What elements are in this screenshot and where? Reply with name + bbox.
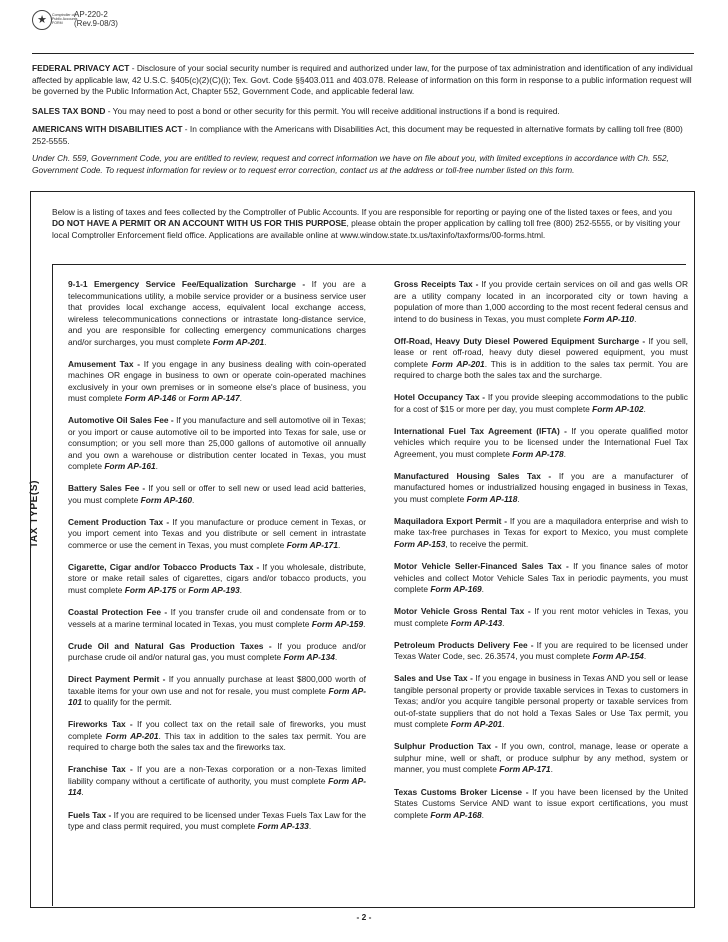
tax-entry: Manufactured Housing Sales Tax - If you are a manufacturer of manufactured homes or industrialized housing engaged in business in Texas, you must complete Form AP-118. <box>394 470 688 504</box>
form-revision: (Rev.9-08/3) <box>74 19 118 28</box>
tax-entry: Franchise Tax - If you are a non-Texas corporation or a non-Texas limited liability company without a certificate of authority, you must complete Form AP-114. <box>68 764 366 798</box>
tax-entry: Sulphur Production Tax - If you own, control, manage, lease or operate a sulphur mine, well or shaft, or produce sulphur by any method, system or manner, you must complete Form AP-171. <box>394 741 688 775</box>
tax-entry: Automotive Oil Sales Fee - If you manufacture and sell automotive oil in Texas; or you import or cause automotive oil to be imported into Texas for sale, use or consumption; or you sell more than 25,000 gallons of automotive oil annually and you own a warehouse or distribution center located in Texas, you must complete Form AP-161. <box>68 415 366 472</box>
agency-name: Comptroller of Public Accounts FORM <box>52 13 78 26</box>
side-label-divider <box>52 264 53 906</box>
tax-entry: Cigarette, Cigar and/or Tobacco Products Tax - If you wholesale, distribute, store or make retail sales of cigarettes, cigars and/or tobacco products, you must complete Form AP-175 or Form AP-193. <box>68 561 366 595</box>
tax-entry: Off-Road, Heavy Duty Diesel Powered Equipment Surcharge - If you sell, lease or rent off-road, heavy duty diesel powered equipment, you must complete Form AP-201. This is in addition to the sales tax permit. You are required to charge both the sales tax and the surcharge. <box>394 335 689 381</box>
privacy-act-notice: FEDERAL PRIVACY ACT - Disclosure of your social security number is required and authorized under law, for the purpose of tax administration and identification of any individual affected by applicable law, 42 U.S.C. §405(c)(2)(C)(i); Tex. Govt. Code §§403.011 and 403.078. Release of information on this form in response to a public information request will be governed by the Public Information Act, Chapter 552, Government Code, and applicable federal law. <box>32 63 693 97</box>
tax-entry: Direct Payment Permit - If you annually purchase at least $800,000 worth of taxable items for your own use and not for resale, you must complete Form AP-101 to qualify for the permit. <box>68 674 366 708</box>
header-rule <box>32 53 694 54</box>
form-header <box>32 10 152 42</box>
tax-entry: Fuels Tax - If you are required to be licensed under Texas Fuels Tax Law for the type and class permit required, you must complete Form AP-133. <box>68 809 366 832</box>
tax-entry: Petroleum Products Delivery Fee - If you are required to be licensed under Texas Water Code, sec. 26.3574, you must complete Form AP-154. <box>394 639 688 662</box>
tax-entry: 9-1-1 Emergency Service Fee/Equalization Surcharge - If you are a telecommunications utility, a mobile service provider or a business service user that provides local exchange access, equivalent local exchange access, wireless telecommunications connections or intrastate long-distance service, and you are responsible for collecting emergency communications charges and/or surcharges, you must complete Form AP-201. <box>68 279 367 347</box>
tax-entry: Sales and Use Tax - If you engage in business in Texas AND you sell or lease tangible personal property or provide taxable services in Texas to customers in Texas; and/or you acquire tangible personal property or taxable services from out-of-state suppliers that do not hold a Texas Sales or Use Tax permit, you must complete Form AP-201. <box>394 673 688 730</box>
tax-entry: Fireworks Tax - If you collect tax on the retail sale of fireworks, you must complete Form AP-201. This tax in addition to the sales tax permit. You are required to charge both the sales tax and the fireworks tax. <box>68 719 366 753</box>
form-number: AP-220-2 (Rev.9-08/3) <box>74 10 118 28</box>
sales-tax-bond-notice: SALES TAX BOND - You may need to post a bond or other security for this permit. You will receive additional instructions if a bond is required. <box>32 106 560 116</box>
tax-entry: Motor Vehicle Seller-Financed Sales Tax - If you finance sales of motor vehicles and collect Motor Vehicle Sales Tax in periodic payments, you must complete Form AP-169. <box>394 561 688 595</box>
tax-entry: Maquiladora Export Permit - If you are a maquiladora enterprise and wish to make tax-free purchases in Texas for export to Mexico, you must complete Form AP-153, to receive the permit. <box>394 515 689 549</box>
tax-entry: Texas Customs Broker License - If you have been licensed by the United States Customs Service AND want to issue export certifications, you must complete Form AP-168. <box>394 786 688 820</box>
intro-divider <box>52 264 686 265</box>
ch559-notice: Under Ch. 559, Government Code, you are entitled to review, request and correct information we have on file about you, with limited exceptions in accordance with Ch. 552, Government Code. To request information for review or to request error correction, contact us at the address or toll-free number listed on this form. <box>32 153 669 175</box>
tax-listing-intro: Below is a listing of taxes and fees collected by the Comptroller of Public Accounts. If you are responsible for reporting or paying one of the listed taxes or fees, and you DO NOT HAVE A PERMIT OR AN ACCOUNT WITH US FOR THIS PURPOSE, please obtain the proper application by calling toll free (800) 252-5555, or by visiting your local Comptroller Enforcement field office. Applications are available online at www.window.state.tx.us/taxinfo/taxforms/00-forms.html. <box>52 207 681 240</box>
tax-entry: Motor Vehicle Gross Rental Tax - If you rent motor vehicles in Texas, you must complete Form AP-143. <box>394 606 688 628</box>
tax-entry: Battery Sales Fee - If you sell or offer to sell new or used lead acid batteries, you must complete Form AP-160. <box>68 483 366 505</box>
ada-notice: AMERICANS WITH DISABILITIES ACT - In compliance with the Americans with Disabilities Act, this document may be requested in alternative formats by calling toll free (800) 252-5555. <box>32 124 683 146</box>
left-tax-column <box>68 279 366 843</box>
tax-entry: Cement Production Tax - If you manufacture or produce cement in Texas, or you import cement into Texas and you distribute or sell cement in intrastate commerce or use the cement in Texas, you must complete Form AP-171. <box>68 516 366 550</box>
tax-entry: Coastal Protection Fee - If you transfer crude oil and condensate from or to vessels at a marine terminal located in Texas, you must complete Form AP-159. <box>68 607 366 629</box>
page-number: - 2 - <box>356 912 372 922</box>
tax-entry: International Fuel Tax Agreement (IFTA) - If you operate qualified motor vehicles which require you to be licensed under the International Fuel Tax Agreement, you must complete Form AP-178. <box>394 425 688 459</box>
comptroller-seal-icon: ★ <box>32 10 52 30</box>
right-tax-column <box>394 279 688 832</box>
tax-types-side-label: TAX TYPE(S) <box>29 479 40 549</box>
tax-entry: Amusement Tax - If you engage in any business dealing with coin-operated machines OR engage in business to own or operate coin-operated machines exclusively in your own premises or in someone else's place of business, you must complete Form AP-146 or Form AP-147. <box>68 358 367 404</box>
tax-entry: Crude Oil and Natural Gas Production Taxes - If you produce and/or purchase crude oil and/or natural gas, you must complete Form AP-134. <box>68 640 367 663</box>
tax-entry: Hotel Occupancy Tax - If you provide sleeping accommodations to the public for a cost of $15 or more per day, you must complete Form AP-102. <box>394 392 688 414</box>
tax-entry: Gross Receipts Tax - If you provide certain services on oil and gas wells OR are a utility company located in an incorporated city or town having a population of more than 1,000 according to the most recent federal census and intend to do business in Texas, you must complete Form AP-110. <box>394 279 688 324</box>
